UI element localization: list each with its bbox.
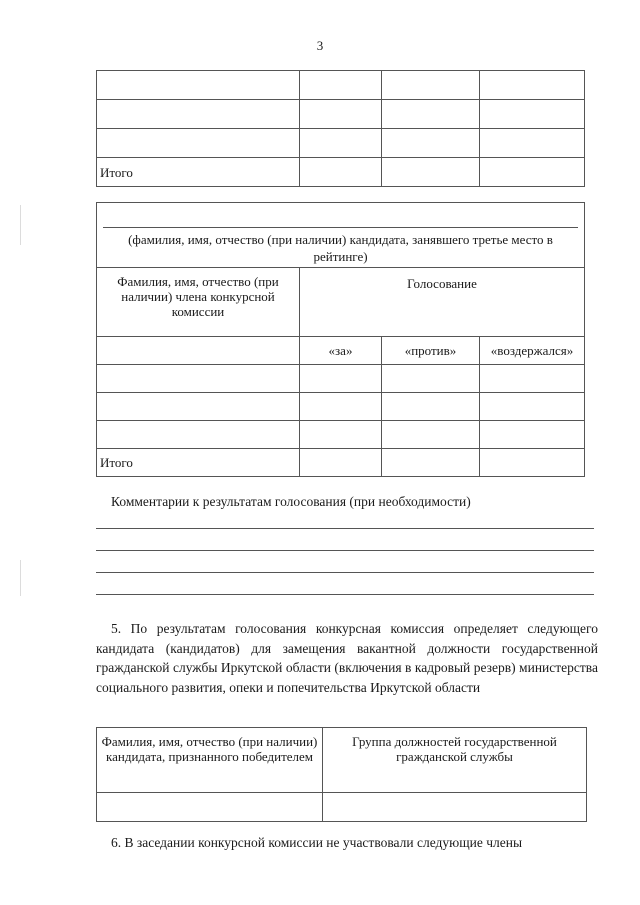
paragraph-5: 5. По результатам голосования конкурсная комиссия определяет следующего кандидата (кандидатов) для замещения вакантной должности государственной гражданской службы Иркутской области (включения в кадровый резерв) министерства социального развития, опеки и попечительства Иркутской области — [96, 621, 598, 695]
candidate-caption: (фамилия, имя, отчество (при наличии) кандидата, занявшего третье место в рейтинге) — [128, 232, 553, 264]
vote-table-continuation — [96, 70, 585, 187]
table-row-total — [97, 449, 585, 477]
table-row — [97, 129, 585, 158]
vote-abstain-label: «воздержался» — [480, 337, 585, 365]
table-row-total — [97, 158, 585, 187]
winner-name-header: Фамилия, имя, отчество (при наличии) кандидата, признанного победителем — [97, 728, 323, 793]
table-row — [97, 365, 585, 393]
page-number: 3 — [316, 38, 324, 53]
comment-line — [96, 594, 594, 595]
position-group-header: Группа должностей государственной гражданской службы — [323, 728, 587, 793]
scan-margin-mark — [20, 205, 21, 245]
comment-line — [96, 572, 594, 573]
vote-options-row — [97, 337, 585, 365]
comments-title: Комментарии к результатам голосования (при необходимости) — [111, 494, 471, 509]
winner-table — [96, 727, 587, 822]
total-label: Итого — [97, 158, 300, 187]
table-row — [97, 71, 585, 100]
comment-line — [96, 550, 594, 551]
candidate-fill-line — [103, 203, 578, 228]
paragraph-6: 6. В заседании конкурсной комиссии не участвовали следующие члены — [111, 835, 523, 850]
third-place-vote-table — [96, 202, 585, 477]
member-name-header: Фамилия, имя, отчество (при наличии) члена конкурсной комиссии — [97, 268, 300, 337]
comment-line — [96, 528, 594, 529]
table-row — [97, 421, 585, 449]
vote-against-label: «против» — [382, 337, 480, 365]
total-label: Итого — [97, 449, 300, 477]
vote-header: Голосование — [300, 268, 585, 337]
candidate-caption-cell — [97, 203, 585, 268]
table-row — [97, 100, 585, 129]
scan-margin-mark — [20, 560, 21, 596]
table-row — [97, 793, 587, 822]
vote-for-label: «за» — [300, 337, 382, 365]
table-row — [97, 393, 585, 421]
